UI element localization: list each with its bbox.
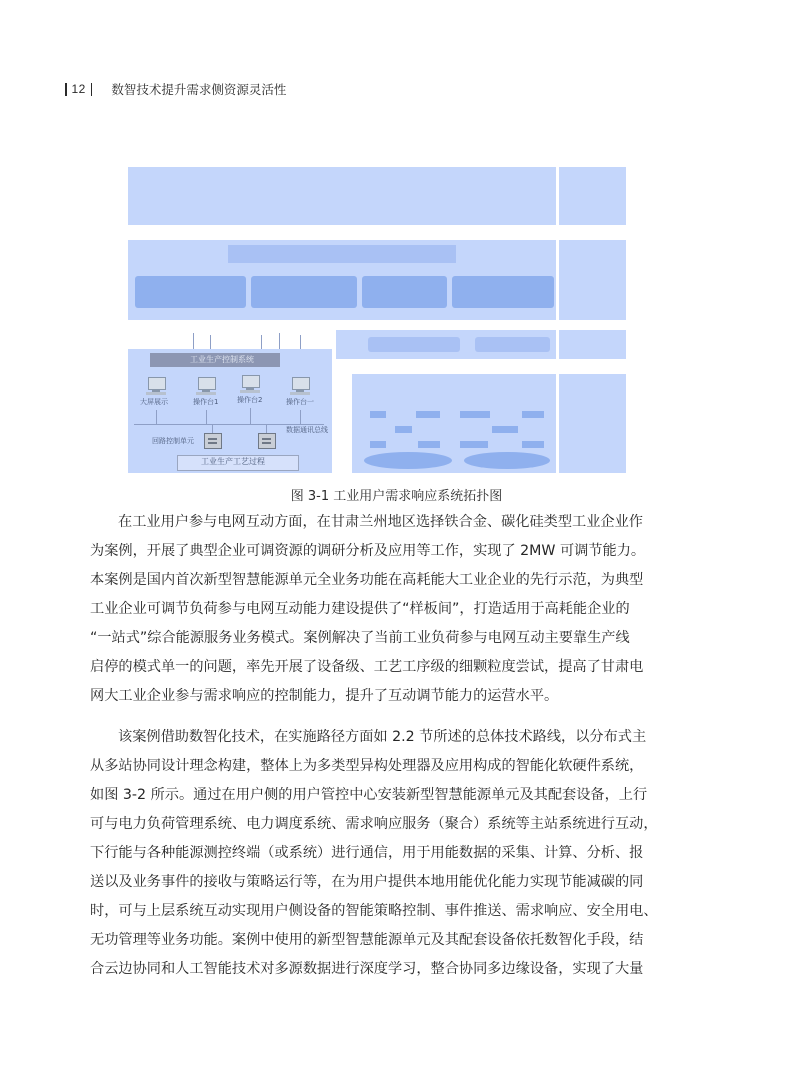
controller-icon: [258, 433, 276, 449]
figure-block: [362, 276, 447, 308]
process-label: 工业生产工艺过程: [201, 457, 265, 466]
paragraph-1: [90, 508, 670, 711]
text-line: 送以及业务事件的接收与策略运行等，在为用户提供本地用能优化能力实现节能减碳的同: [90, 874, 644, 890]
controller-icon: [204, 433, 222, 449]
figure-block: [559, 330, 626, 359]
figure-block: [128, 167, 556, 225]
control-system-label: 工业生产控制系统: [190, 355, 254, 364]
text-line: 从多站协同设计理念构建，整体上为多类型异构处理器及应用构成的智能化软硬件系统，: [90, 758, 644, 774]
figure-block: [370, 441, 386, 448]
figure-ellipse: [364, 452, 452, 469]
figure-block: [395, 426, 412, 433]
connector-line: [156, 410, 157, 424]
console-device-icon: [240, 375, 260, 393]
page-number: 12: [71, 82, 86, 96]
figure-block: [135, 276, 246, 308]
text-line: 无功管理等业务功能。案例中使用的新型智慧能源单元及其配套设备依托数智化手段，结: [90, 932, 644, 948]
control-unit-label: 回路控制单元: [152, 437, 194, 445]
text-line: 为案例，开展了典型企业可调资源的调研分析及应用等工作，实现了 2MW 可调节能力。: [90, 543, 646, 559]
text-line: 本案例是国内首次新型智慧能源单元全业务功能在高耗能大工业企业的先行示范，为典型: [90, 572, 644, 588]
connector-line: [193, 333, 194, 349]
figure-block: [228, 245, 456, 263]
topology-figure: [0, 0, 793, 480]
text-line: 可与电力负荷管理系统、电力调度系统、需求响应服务（聚合）系统等主站系统进行互动，: [90, 816, 658, 832]
device-label: 大屏展示: [140, 398, 168, 406]
bus-label: 数据通讯总线: [286, 426, 328, 434]
connector-line: [206, 410, 207, 424]
figure-block: [452, 276, 554, 308]
connector-line: [210, 335, 211, 349]
device-label: 操作台1: [193, 398, 219, 406]
text-line: 网大工业企业参与需求响应的控制能力，提升了互动调节能力的运营水平。: [90, 688, 559, 704]
text-line: 合云边协同和人工智能技术对多源数据进行深度学习，整合协同多边缘设备，实现了大量: [90, 961, 644, 977]
text-line: 时，可与上层系统互动实现用户侧设备的智能策略控制、事件推送、需求响应、安全用电、: [90, 903, 658, 919]
figure-block: [251, 276, 357, 308]
connector-line: [279, 333, 280, 349]
figure-block: [460, 441, 488, 448]
device-label: 操作台一: [286, 398, 314, 406]
paragraph-2: [90, 723, 670, 984]
connector-line: [300, 410, 301, 424]
text-line: 下行能与各种能源测控终端（或系统）进行通信，用于用能数据的采集、计算、分析、报: [90, 845, 644, 861]
text-line: “一站式”综合能源服务业务模式。案例解决了当前工业负荷参与电网互动主要靠生产线: [90, 630, 630, 646]
text-line: 如图 3-2 所示。通过在用户侧的用户管控中心安装新型智慧能源单元及其配套设备，上行: [90, 787, 648, 803]
figure-block: [522, 441, 544, 448]
figure-block: [418, 441, 440, 448]
figure-ellipse: [464, 452, 550, 469]
figure-block: [370, 411, 386, 418]
figure-block: [559, 167, 626, 225]
connector-line: [261, 335, 262, 349]
connector-line: [300, 335, 301, 349]
text-line: 该案例借助数智化技术，在实施路径方面如 2.2 节所述的总体技术路线，以分布式主: [118, 729, 647, 745]
running-title: 数智技术提升需求侧资源灵活性: [111, 82, 287, 97]
figure-block: [475, 337, 550, 352]
console-device-icon: [290, 377, 310, 395]
figure-block: [368, 337, 460, 352]
text-line: 工业企业可调节负荷参与电网互动能力建设提供了“样板间”，打造适用于高耗能企业的: [90, 601, 630, 617]
figure-block: [522, 411, 544, 418]
figure-block: [559, 240, 626, 320]
display-device-icon: [146, 377, 166, 395]
figure-caption: 图 3-1 工业用户需求响应系统拓扑图: [290, 489, 503, 504]
console-device-icon: [196, 377, 216, 395]
device-label: 操作台2: [237, 396, 263, 404]
text-line: 在工业用户参与电网互动方面，在甘肃兰州地区选择铁合金、碳化硅类型工业企业作: [118, 514, 643, 530]
connector-line: [250, 408, 251, 424]
figure-block: [492, 426, 518, 433]
data-bus-line: [134, 424, 324, 425]
figure-block: [460, 411, 490, 418]
text-line: 启停的模式单一的问题，率先开展了设备级、工艺工序级的细颗粒度尝试，提高了甘肃电: [90, 659, 644, 675]
figure-block: [559, 374, 626, 473]
figure-block: [416, 411, 440, 418]
